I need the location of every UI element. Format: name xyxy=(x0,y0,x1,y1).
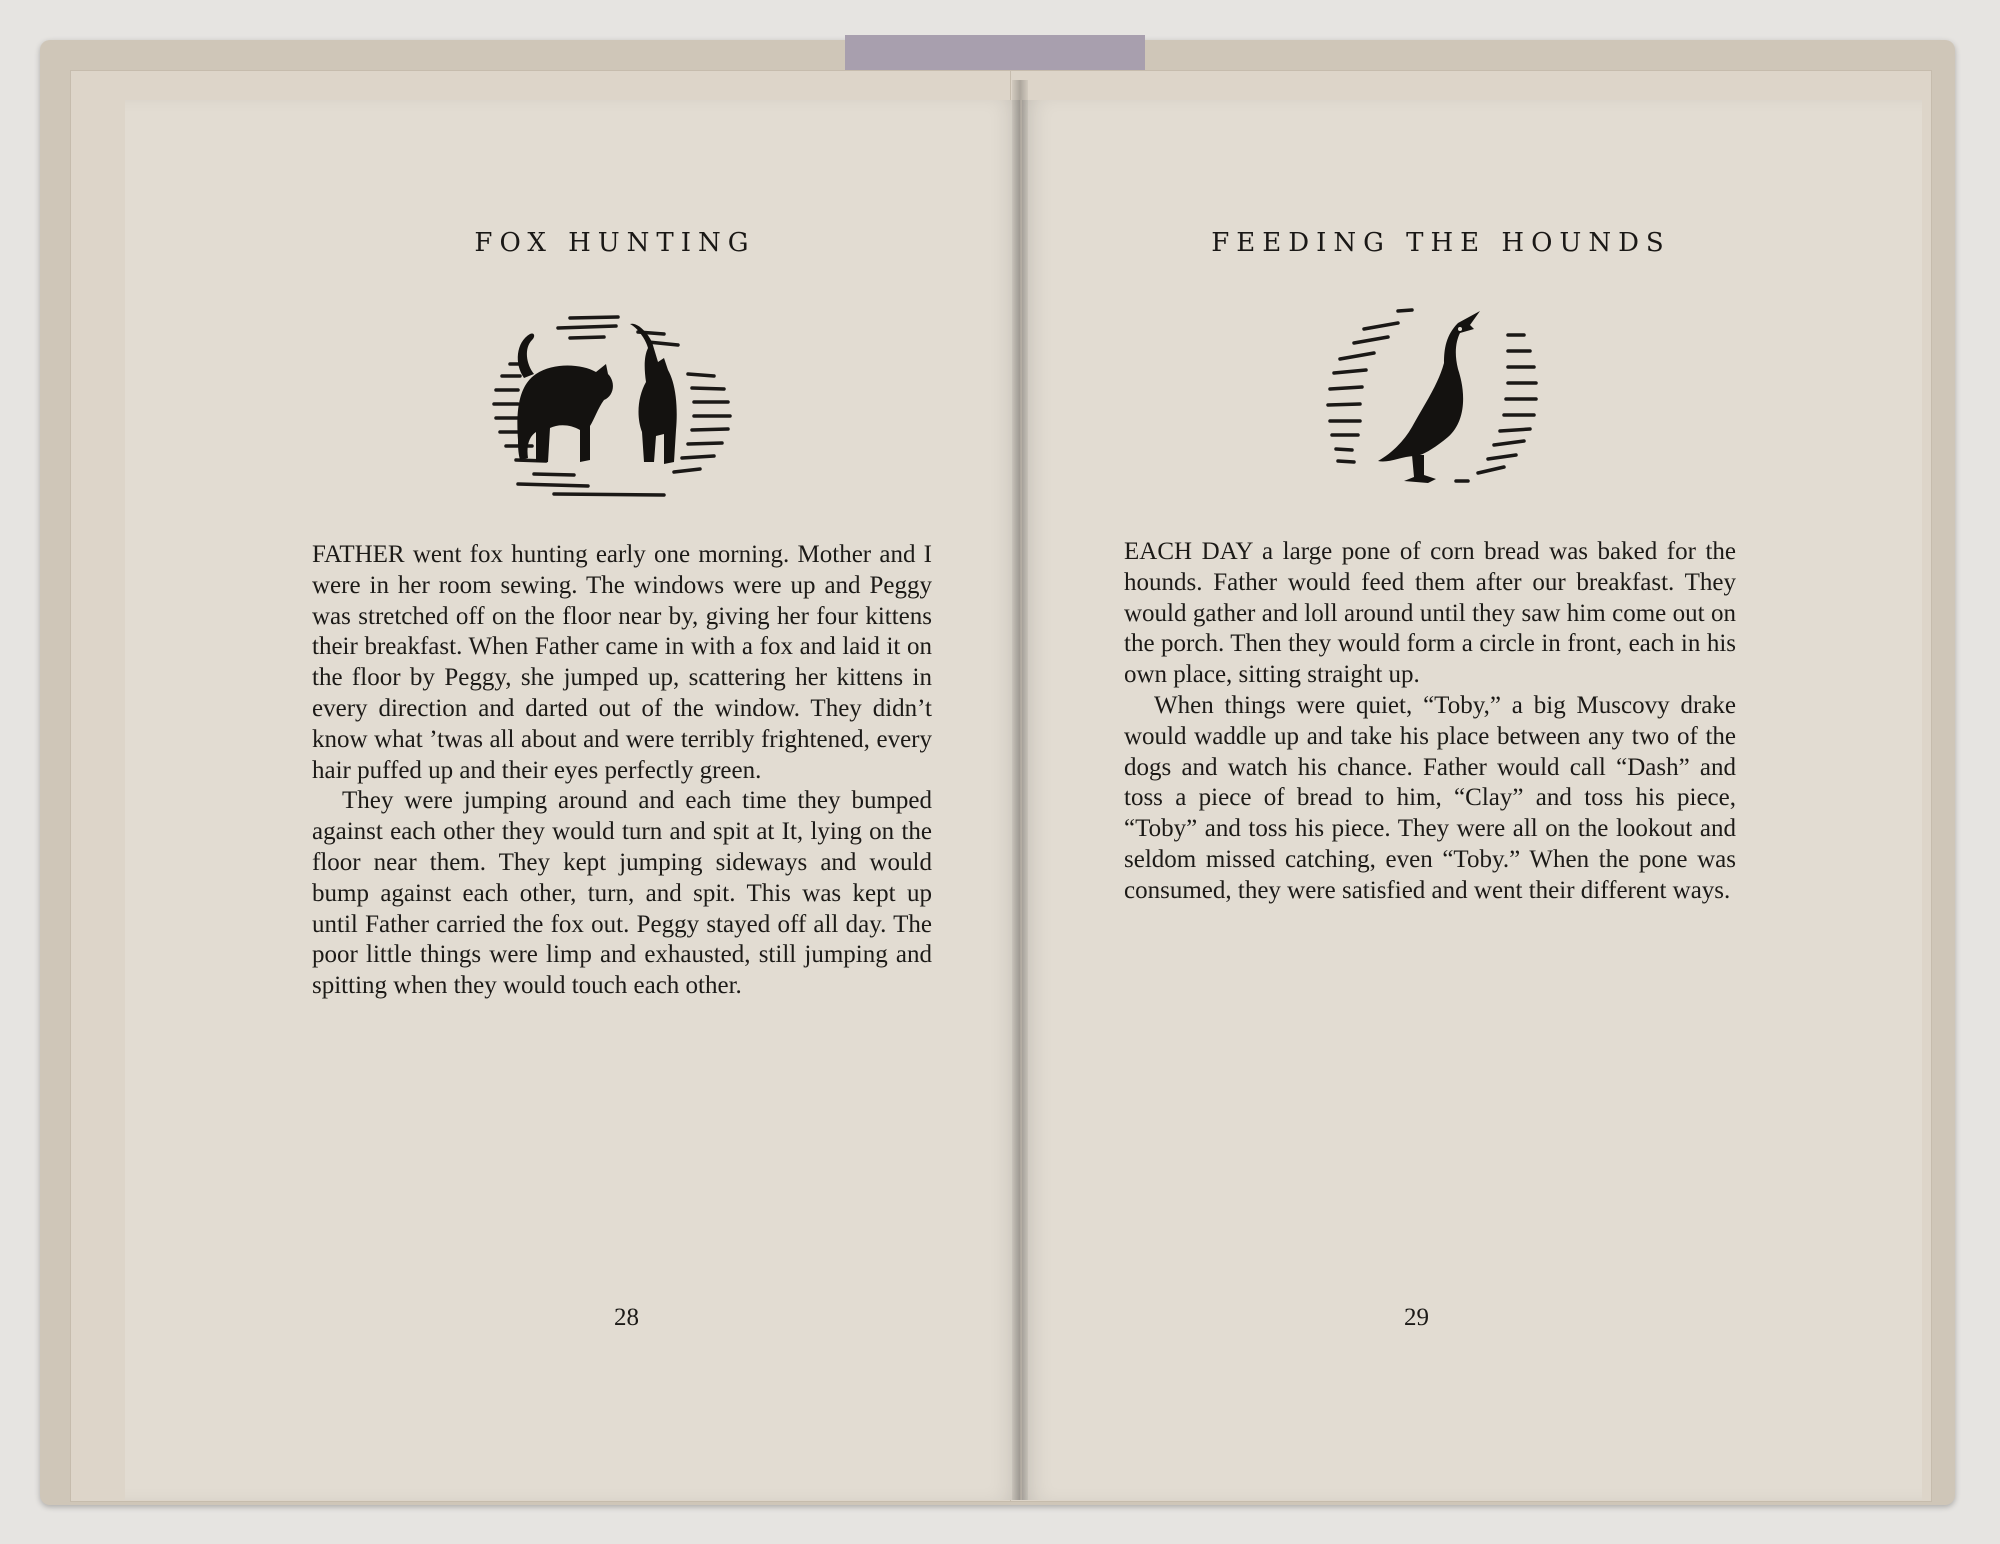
paragraph: When things were quiet, “Toby,” a big Muscovy drake would waddle up and take his place between any two of the dogs and watch his chance. Father would call “Dash” and toss a piece of bread to him, “Clay” and toss his piece, “Toby” and toss his piece. They were all on the lookout and seldom missed catching, even “Toby.” When the pone was consumed, they were satisfied and went their different ways. xyxy=(1124,691,1736,904)
left-page-body xyxy=(312,540,932,1002)
gutter xyxy=(1012,80,1028,1500)
duck-icon xyxy=(1308,305,1560,491)
left-page-heading: FOX HUNTING xyxy=(474,228,756,258)
left-page-number: 28 xyxy=(614,1304,639,1331)
right-page-number: 29 xyxy=(1404,1304,1429,1331)
paragraph: They were jumping around and each time they bumped against each other they would turn and spit at It, lying on the floor near them. They kept jumping sideways and would bump against each other, turn, and spit. This was kept up until Father carried the fox out. Peggy stayed off all day. The poor little things were limp and exhausted, still jumping and spitting when they would touch each other. xyxy=(312,787,932,1000)
cats-icon xyxy=(478,312,746,500)
paragraph: EACH DAY a large pone of corn bread was baked for the hounds. Father would feed them after our breakfast. They would gather and loll around until they saw him come out on the porch. Then they would form a circle in front, each in his own place, sitting straight up. xyxy=(1124,538,1736,689)
right-page-body xyxy=(1124,537,1736,907)
right-page-heading: FEEDING THE HOUNDS xyxy=(1211,228,1671,258)
paragraph: FATHER went fox hunting early one morning. Mother and I were in her room sewing. The windows were up and Peggy was stretched off on the floor near by, giving her four kittens their breakfast. When Father came in with a fox and laid it on the floor by Peggy, she jumped up, scattering her kittens in every direction and darted out of the window. They didn’t know what ’twas all about and were terribly frightened, every hair puffed up and their eyes perfectly green. xyxy=(312,541,932,784)
